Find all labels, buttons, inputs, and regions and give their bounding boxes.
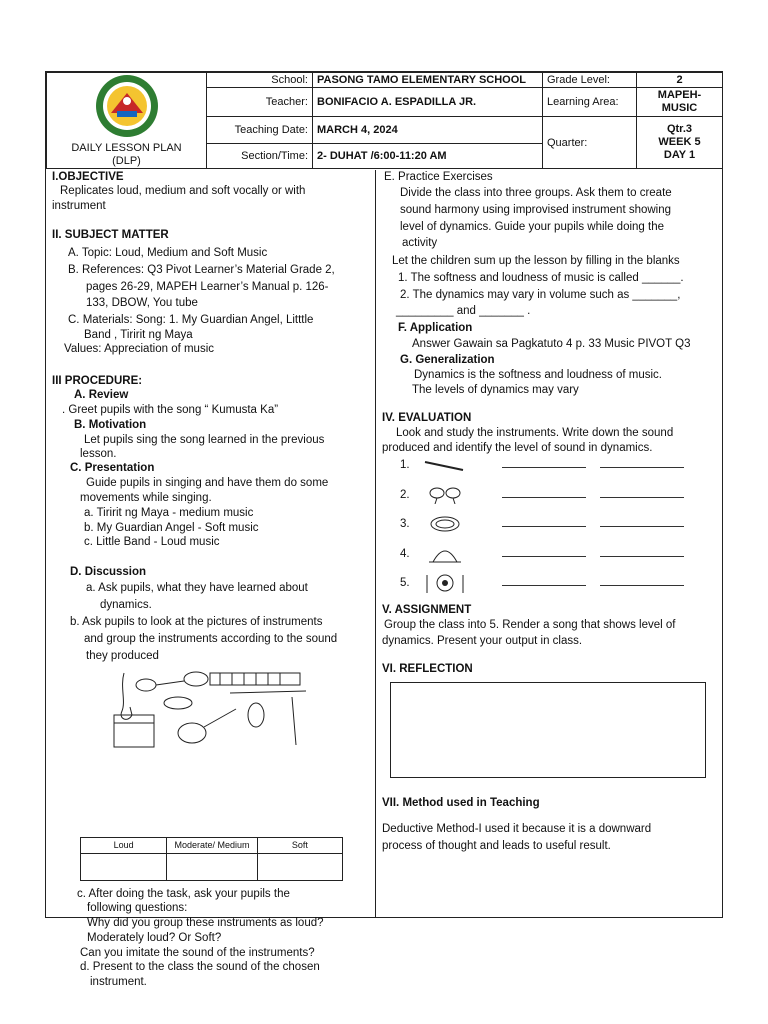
tambourine-icon [423,515,467,533]
loud-column-header: Loud [81,838,167,854]
evaluation-item-5 [400,573,684,593]
after-line4: Moderately loud? Or Soft? [87,932,222,944]
item-number: 1. [400,459,410,471]
evaluation-item-3 [400,515,684,533]
saxophone-icon [121,673,132,719]
assignment-line2: dynamics. Present your output in class. [382,635,583,647]
objective-heading: I.OBJECTIVE [52,171,124,183]
practice-line4: activity [402,237,438,249]
presentation-a: a. Tiririt ng Maya - medium music [84,507,254,519]
quarter-value-line2: WEEK 5 [658,136,701,148]
area-value-line2: MUSIC [661,102,698,114]
item-number: 5. [400,577,410,590]
dlp-title: DAILY LESSON PLAN [71,142,182,154]
subject-heading: II. SUBJECT MATTER [52,229,169,241]
instruments-picture [106,667,318,749]
evaluation-heading: IV. EVALUATION [382,412,472,424]
after-line5: Can you imitate the sound of the instruments? [80,947,315,959]
school-label: School: [207,73,313,88]
date-label: Teaching Date: [207,117,313,144]
area-value-line1: MAPEH- [657,89,702,101]
after-line6: d. Present to the class the sound of the chosen [80,961,320,973]
references-line2: pages 26-29, MAPEH Learner’s Manual p. 126- [86,281,329,293]
evaluation-line1: Look and study the instruments. Write down the sound [396,427,674,439]
school-logo-cell [47,73,207,169]
maracas-icon [423,486,467,504]
item-number: 4. [400,548,410,561]
references-line3: 133, DBOW, You tube [86,297,198,309]
presentation-heading: C. Presentation [70,462,155,474]
grade-value: 2 [637,73,723,88]
trumpet-icon [136,679,156,691]
review-heading: A. Review [74,389,129,401]
materials-line1: C. Materials: Song: 1. My Guardian Angel, Litttle [68,314,314,326]
objective-line2: instrument [52,200,106,212]
reflection-heading: VI. REFLECTION [382,663,473,675]
after-line1: c. After doing the task, ask your pupils the [77,888,290,900]
generalization-line1: Dynamics is the softness and loudness of music. [414,369,663,381]
generalization-line2: The levels of dynamics may vary [412,384,579,396]
area-value [637,88,723,117]
piano-icon [114,715,154,747]
presentation-c: c. Little Band - Loud music [84,536,220,548]
item-number: 2. [400,489,410,502]
references-line1: B. References: Q3 Pivot Learner’s Material Grade 2, [68,264,335,276]
evaluation-item-4 [400,544,684,564]
clarinet-icon [292,697,296,745]
method-line1: Deductive Method-I used it because it is a downward [382,823,652,835]
quarter-value-line3: DAY 1 [663,149,696,161]
evaluation-item-2 [400,486,684,504]
quarter-label: Quarter: [543,117,637,169]
practice-line3: level of dynamics. Guide your pupils while doing the [400,221,665,233]
method-line2: process of thought and leads to useful result. [382,840,611,852]
loud-cell[interactable] [81,854,167,881]
guitar-icon [178,723,206,743]
section-value: 2- DUHAT /6:00-11:20 AM [313,144,543,169]
procedure-heading: III PROCEDURE: [52,375,143,387]
discussion-a-line2: dynamics. [100,599,152,611]
presentation-line2: movements while singing. [80,492,212,504]
values: Values: Appreciation of music [64,343,215,355]
violin-icon [248,703,264,727]
practice-line2: sound harmony using improvised instrument showing [400,204,672,216]
summary-line1: Let the children sum up the lesson by filling in the blanks [392,255,680,267]
item-number: 3. [400,518,410,531]
presentation-b: b. My Guardian Angel - Soft music [84,522,259,534]
summary-line3: 2. The dynamics may vary in volume such as _______, [400,289,681,301]
grouping-table [80,837,343,881]
quarter-value [637,117,723,169]
motivation-line2: lesson. [80,448,117,460]
medium-column-header: Moderate/ Medium [167,838,257,854]
area-label: Learning Area: [543,88,637,117]
lesson-plan-page [45,71,723,988]
motivation-heading: B. Motivation [74,419,147,431]
materials-line2: Band , Tiririt ng Maya [84,329,193,341]
method-heading: VII. Method used in Teaching [382,797,540,809]
after-line7: instrument. [90,976,147,988]
drum-icon [184,672,208,686]
summary-line2: 1. The softness and loudness of music is called ______. [398,272,684,284]
review-line1: . Greet pupils with the song “ Kumusta Ka” [62,404,279,416]
xylophone-icon [210,673,300,685]
column-divider [375,170,376,918]
evaluation-item-1 [400,457,684,473]
flute-icon [423,458,467,472]
medium-cell[interactable] [167,854,257,881]
objective-line1: Replicates loud, medium and soft vocally or with [60,185,306,197]
assignment-heading: V. ASSIGNMENT [382,604,472,616]
dlp-subtitle: (DLP) [112,155,141,167]
assignment-line1: Group the class into 5. Render a song that shows level of [384,619,676,631]
summary-line4: _________ and _______ . [396,305,531,317]
after-line2: following questions: [87,902,188,914]
discussion-b-line3: they produced [86,650,159,662]
teacher-value: BONIFACIO A. ESPADILLA JR. [313,88,543,117]
application-heading: F. Application [398,322,473,334]
practice-heading: E. Practice Exercises [384,171,493,183]
discussion-a-line1: a. Ask pupils, what they have learned about [86,582,308,594]
discussion-b-line1: b. Ask pupils to look at the pictures of instruments [70,616,323,628]
discussion-heading: D. Discussion [70,566,147,578]
application-line1: Answer Gawain sa Pagkatuto 4 p. 33 Music PIVOT Q3 [412,338,691,350]
school-value: PASONG TAMO ELEMENTARY SCHOOL [313,73,543,88]
soft-cell[interactable] [257,854,342,881]
after-line3: Why did you group these instruments as loud? [87,917,324,929]
quarter-value-line1: Qtr.3 [666,123,693,135]
grade-label: Grade Level: [543,73,637,88]
topic: A. Topic: Loud, Medium and Soft Music [68,247,268,259]
gong-icon [423,573,467,593]
header-table [46,72,723,169]
discussion-b-line2: and group the instruments according to the sound [84,633,338,645]
reflection-box[interactable] [390,682,706,778]
teacher-label: Teacher: [207,88,313,117]
date-value: MARCH 4, 2024 [313,117,543,144]
school-seal-icon [77,73,177,143]
practice-line1: Divide the class into three groups. Ask them to create [400,187,672,199]
motivation-line1: Let pupils sing the song learned in the previous [84,434,325,446]
snare-drum-icon [164,697,192,709]
bell-icon [423,544,467,564]
generalization-heading: G. Generalization [400,354,495,366]
section-label: Section/Time: [207,144,313,169]
evaluation-line2: produced and identify the level of sound in dynamics. [382,442,653,454]
presentation-line1: Guide pupils in singing and have them do some [86,477,329,489]
soft-column-header: Soft [257,838,342,854]
